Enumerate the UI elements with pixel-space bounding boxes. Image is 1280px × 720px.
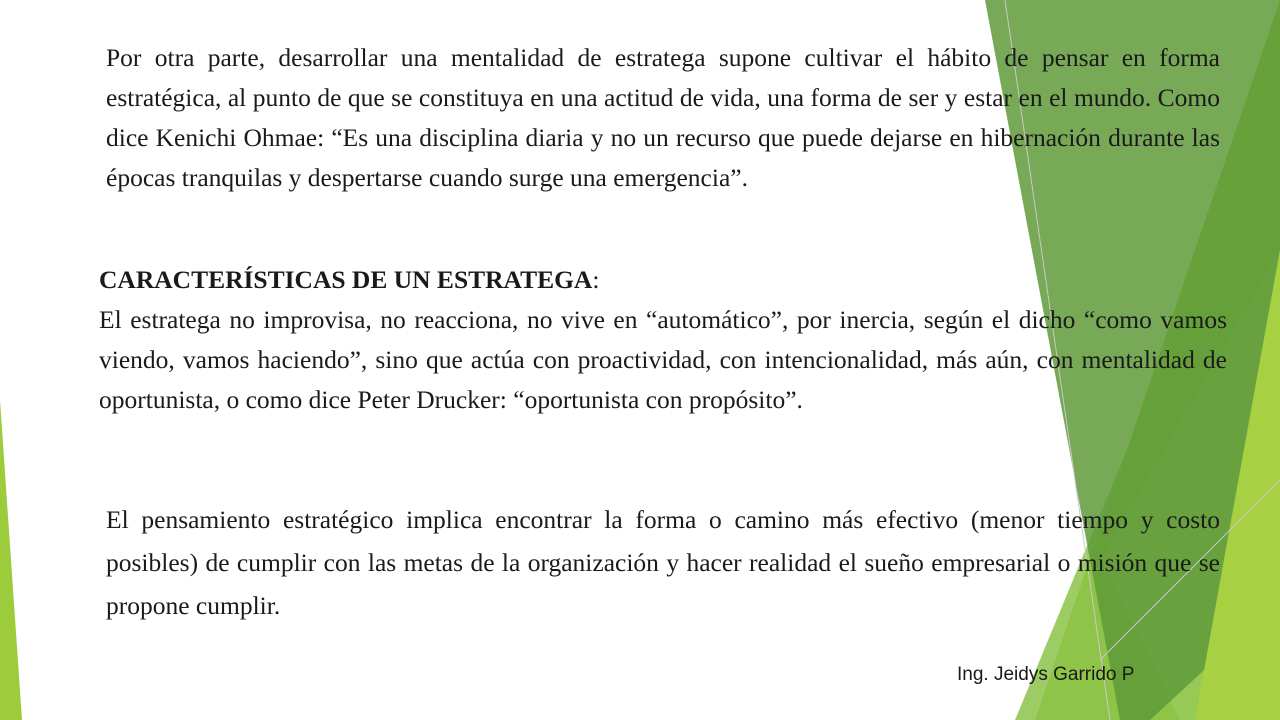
characteristics-section bbox=[99, 260, 1227, 420]
intro-paragraph: Por otra parte, desarrollar una mentalidad de estratega supone cultivar el hábito de pensar en forma estratégica, al punto de que se constituya en una actitud de vida, una forma de ser y estar en el mundo. Como dice Kenichi Ohmae: “Es una disciplina diaria y no un recurso que puede dejarse en hibernación durante las épocas tranquilas y despertarse cuando surge una emergencia”. bbox=[106, 43, 1220, 192]
section-heading-text: CARACTERÍSTICAS DE UN ESTRATEGA bbox=[99, 265, 593, 294]
strategic-thinking-paragraph: El pensamiento estratégico implica encontrar la forma o camino más efectivo (menor tiempo y costo posibles) de cumplir con las metas de la organización y hacer realidad el sueño empresarial o misión que se propone cumplir. bbox=[106, 505, 1220, 620]
author-footer: Ing. Jeidys Garrido P bbox=[957, 664, 1135, 685]
section-heading-colon: : bbox=[592, 265, 600, 294]
section-body: El estratega no improvisa, no reacciona, no vive en “automático”, por inercia, según el dicho “como vamos viendo, vamos haciendo”, sino que actúa con proactividad, con intencionalidad, más aún, con mentalidad de oportunista, o como dice Peter Drucker: “oportunista con propósito”. bbox=[99, 305, 1227, 414]
section-heading bbox=[99, 260, 1227, 300]
left-edge-facet bbox=[0, 400, 22, 720]
